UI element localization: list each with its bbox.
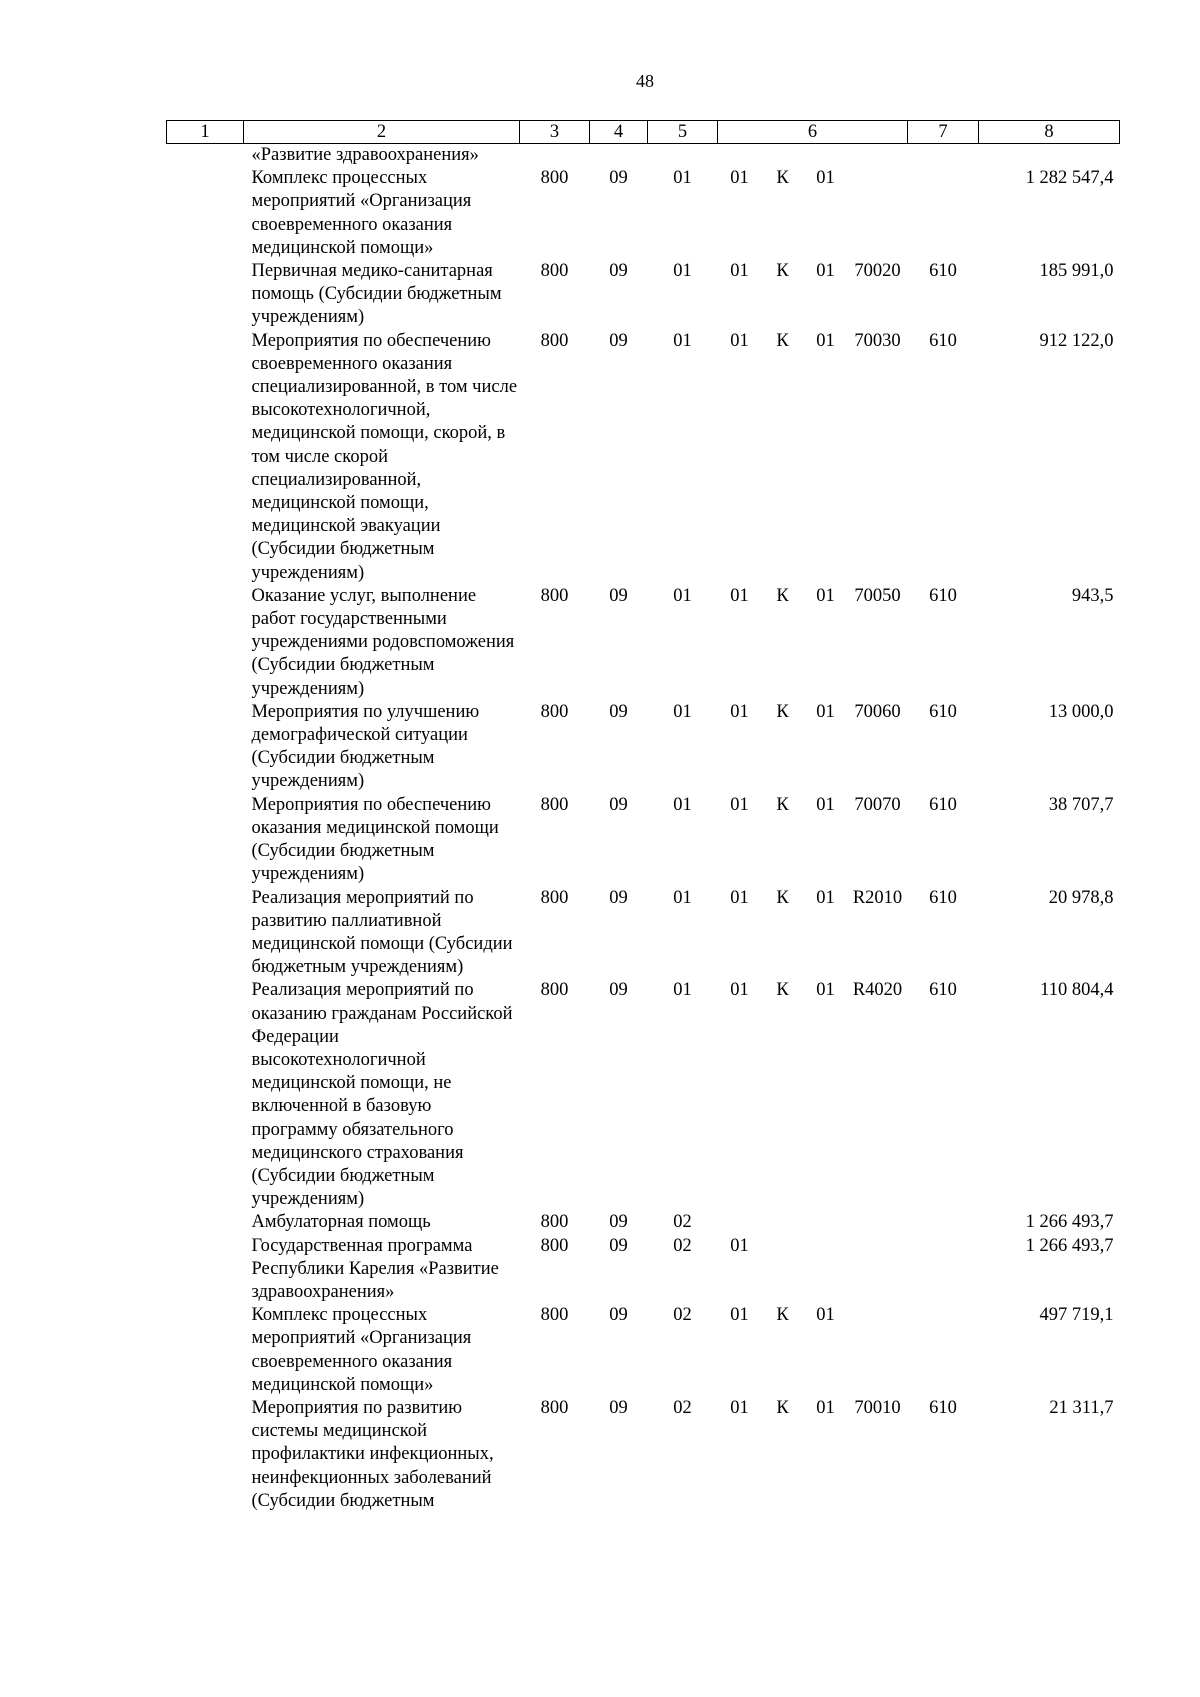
cell-p2: К [776,330,789,351]
header-col-7: 7 [908,121,979,144]
cell-p1: 01 [730,330,749,351]
cell-name: Комплекс процессных мероприятий «Организация своевременного оказания медицинской помощи» [251,168,472,258]
cell-p3: 01 [816,585,835,606]
cell-p4 [848,1211,908,1234]
cell-c3: 800 [540,168,569,189]
cell-c3: 800 [540,1235,569,1256]
cell-p3 [804,1211,848,1234]
cell-c3: 800 [540,794,569,815]
cell-c8: 13 000,0 [1048,701,1114,722]
cell-empty [167,1211,244,1234]
cell-p3: 01 [816,701,835,722]
cell-empty [167,887,244,980]
cell-c3: 800 [540,887,569,908]
cell-name: Реализация мероприятий по развитию паллиативной медицинской помощи (Субсидии бюджетным учреждениям) [251,887,513,978]
cell-c4: 09 [609,330,628,351]
header-col-2: 2 [244,121,520,144]
cell-name: Мероприятия по развитию системы медицинской профилактики инфекционных, неинфекционных заболеваний (Субсидии бюджетным [251,1397,494,1511]
cell-c3: 800 [540,701,569,722]
cell-empty [167,167,244,260]
cell-p2 [762,1235,804,1305]
table-row [167,1304,1120,1397]
table-row [167,701,1120,794]
cell-p3: 01 [816,980,835,1001]
table-row [167,1211,1120,1234]
cell-empty [167,260,244,330]
header-col-6: 6 [718,121,908,144]
cell-p2: К [776,585,789,606]
cell-p2 [762,1211,804,1234]
cell-p3: 01 [816,330,835,351]
cell-p4: 70030 [854,330,901,351]
cell-c7 [908,144,979,168]
cell-c4: 09 [609,887,628,908]
cell-p1: 01 [730,585,749,606]
cell-p4 [848,1304,908,1397]
cell-c7 [908,1235,979,1305]
cell-name: Государственная программа Республики Карелия «Развитие здравоохранения» [251,1235,499,1302]
cell-p1: 01 [730,168,749,189]
cell-p4: R4020 [852,980,903,1001]
table-row [167,167,1120,260]
table-row [167,1397,1120,1513]
cell-c3: 800 [540,261,569,282]
cell-name: Реализация мероприятий по оказанию гражданам Российской Федерации высокотехнологичной медицинской помощи, не включенной в базовую программу обязательного медицинского страхования (Субсидии бюджетным учреждениям) [251,980,513,1210]
cell-c4: 09 [609,1212,628,1233]
cell-c7: 610 [929,330,957,351]
table-row [167,260,1120,330]
cell-p3 [804,1235,848,1305]
cell-p2: К [776,1397,789,1418]
cell-c7: 610 [929,794,957,815]
cell-c8: 20 978,8 [1048,887,1114,908]
cell-c5: 02 [673,1305,692,1326]
cell-c4: 09 [609,1235,628,1256]
page-number: 48 [636,71,654,91]
header-col-1: 1 [167,121,244,144]
cell-c8: 943,5 [1071,585,1114,606]
cell-c7: 610 [929,261,957,282]
cell-c7: 610 [929,887,957,908]
cell-empty [167,585,244,701]
cell-p2 [762,144,804,168]
cell-empty [167,1304,244,1397]
cell-p3: 01 [816,1305,835,1326]
cell-name: Амбулаторная помощь [251,1212,431,1233]
cell-c4: 09 [609,980,628,1001]
cell-empty [167,794,244,887]
budget-table [166,120,1120,1513]
table-row [167,1235,1120,1305]
cell-p2: К [776,701,789,722]
cell-empty [167,979,244,1211]
cell-c8: 1 282 547,4 [1025,168,1114,189]
cell-c3: 800 [540,1305,569,1326]
cell-p2: К [776,1305,789,1326]
cell-c5: 01 [673,887,692,908]
cell-p1 [718,144,762,168]
cell-c8: 1 266 493,7 [1025,1212,1114,1233]
cell-name: Мероприятия по улучшению демографической ситуации (Субсидии бюджетным учреждениям) [251,701,480,792]
cell-c3: 800 [540,1397,569,1418]
cell-c3: 800 [540,330,569,351]
cell-p3: 01 [816,887,835,908]
cell-p1: 01 [730,794,749,815]
cell-p1: 01 [730,980,749,1001]
cell-name: Мероприятия по обеспечению своевременного оказания специализированной, в том числе высокотехнологичной, медицинской помощи, скорой, в том числе скорой специализированной, медицинской помощи, медицинской эвакуации (Субсидии бюджетным учреждениям) [251,330,518,583]
cell-empty [167,701,244,794]
cell-c5: 01 [673,168,692,189]
cell-c5: 01 [673,585,692,606]
cell-p4: R2010 [852,887,903,908]
cell-p1: 01 [730,701,749,722]
cell-c7 [908,167,979,260]
cell-c8: 497 719,1 [1039,1305,1114,1326]
cell-p2: К [776,794,789,815]
cell-c4: 09 [609,1397,628,1418]
cell-name: Комплекс процессных мероприятий «Организация своевременного оказания медицинской помощи» [251,1305,472,1395]
cell-c4: 09 [609,1305,628,1326]
cell-p2: К [776,887,789,908]
cell-p2: К [776,980,789,1001]
cell-p3: 01 [816,1397,835,1418]
cell-c5: 01 [673,701,692,722]
cell-p3 [804,144,848,168]
cell-c8 [979,144,1120,168]
cell-p4: 70070 [854,794,901,815]
cell-c4: 09 [609,701,628,722]
table-row [167,585,1120,701]
cell-p2: К [776,261,789,282]
table-row [167,794,1120,887]
header-col-3: 3 [520,121,590,144]
cell-c5: 01 [673,261,692,282]
cell-name: Мероприятия по обеспечению оказания медицинской помощи (Субсидии бюджетным учреждениям) [251,794,499,885]
cell-empty [167,1397,244,1513]
cell-p3: 01 [816,794,835,815]
cell-c4 [590,144,648,168]
cell-c7: 610 [929,980,957,1001]
cell-c5: 02 [673,1212,692,1233]
cell-c7 [908,1211,979,1234]
cell-p4: 70020 [854,261,901,282]
cell-empty [167,330,244,585]
cell-c7 [908,1304,979,1397]
cell-c3: 800 [540,980,569,1001]
cell-name: «Развитие здравоохранения» [251,145,479,165]
cell-c5 [648,144,718,168]
table-header-row [167,121,1120,144]
cell-c5: 01 [673,330,692,351]
cell-name: Первичная медико-санитарная помощь (Субсидии бюджетным учреждениям) [251,261,502,328]
cell-p4: 70010 [854,1397,901,1418]
cell-p4: 70050 [854,585,901,606]
cell-p3: 01 [816,168,835,189]
table-row [167,887,1120,980]
cell-p2: К [776,168,789,189]
cell-p4 [848,144,908,168]
cell-empty [167,1235,244,1305]
header-col-5: 5 [648,121,718,144]
cell-c8: 1 266 493,7 [1025,1235,1114,1256]
cell-c5: 02 [673,1397,692,1418]
cell-c8: 38 707,7 [1048,794,1114,815]
cell-c7: 610 [929,585,957,606]
cell-c5: 01 [673,794,692,815]
cell-p1 [718,1211,762,1234]
cell-name: Оказание услуг, выполнение работ государственными учреждениями родовспоможения (Субсидии бюджетным учреждениям) [251,585,515,699]
cell-c8: 110 804,4 [1040,980,1114,1001]
cell-c5: 02 [673,1235,692,1256]
cell-c3: 800 [540,585,569,606]
table-body [167,144,1120,1513]
cell-p1: 01 [730,1397,749,1418]
cell-c3: 800 [540,1212,569,1233]
header-col-8: 8 [979,121,1120,144]
header-col-4: 4 [590,121,648,144]
cell-c3 [520,144,590,168]
table-row [167,979,1120,1211]
cell-p1: 01 [730,887,749,908]
table-row [167,330,1120,585]
cell-p4 [848,167,908,260]
cell-c4: 09 [609,261,628,282]
cell-c7: 610 [929,701,957,722]
cell-c4: 09 [609,585,628,606]
cell-empty [167,144,244,168]
table-row [167,144,1120,168]
cell-c5: 01 [673,980,692,1001]
cell-p3: 01 [816,261,835,282]
cell-p4: 70060 [854,701,901,722]
cell-c4: 09 [609,168,628,189]
cell-c8: 912 122,0 [1039,330,1114,351]
cell-p1: 01 [730,1305,749,1326]
cell-p1: 01 [730,261,749,282]
cell-c8: 185 991,0 [1039,261,1114,282]
cell-c4: 09 [609,794,628,815]
cell-p4 [848,1235,908,1305]
cell-c7: 610 [929,1397,957,1418]
cell-c8: 21 311,7 [1049,1397,1114,1418]
cell-p1: 01 [730,1235,749,1256]
